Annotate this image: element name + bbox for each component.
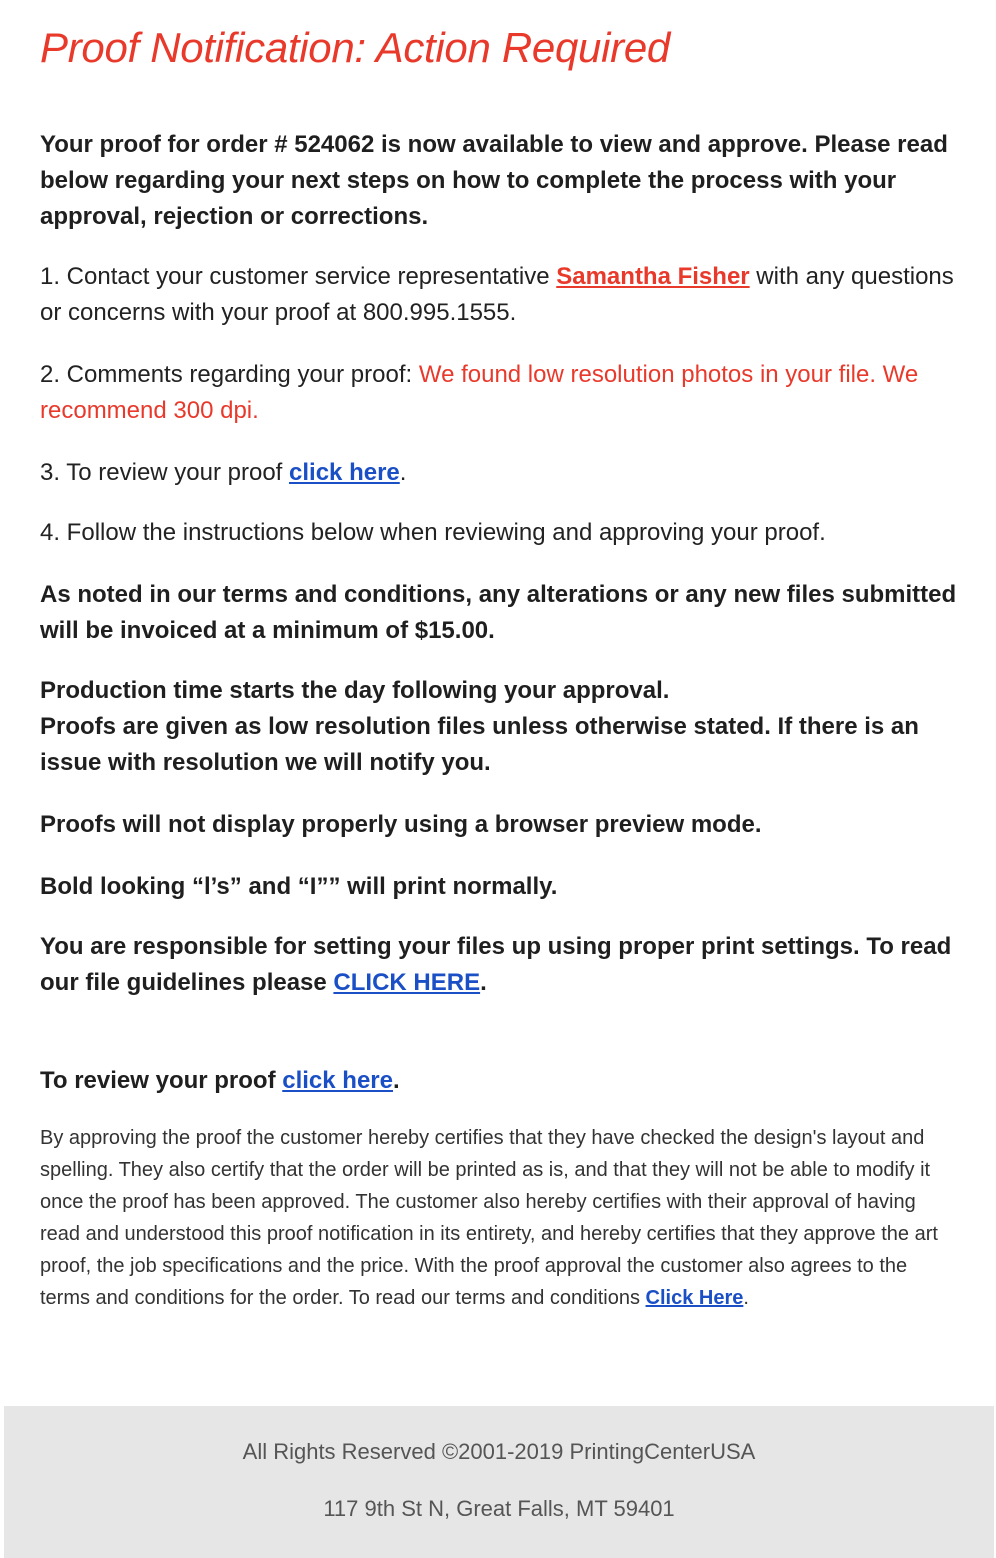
footer-address: 117 9th St N, Great Falls, MT 59401 — [323, 1496, 675, 1521]
guidelines-suffix: . — [480, 969, 487, 996]
review-proof-link-top[interactable]: click here — [289, 459, 400, 486]
disclaimer-suffix: . — [743, 1287, 749, 1309]
production-line-1: Production time starts the day following your approval. — [40, 677, 670, 704]
bold-looking-notice: Bold looking “l’s” and “I”” will print normally. — [40, 873, 558, 900]
step-3-suffix: . — [399, 459, 407, 486]
review-prefix: To review your proof — [40, 1067, 283, 1094]
guidelines-prefix: You are responsible for setting your files up using proper print settings. To read our file guidelines please — [40, 933, 952, 996]
step-4: 4. Follow the instructions below when reviewing and approving your proof. — [40, 519, 826, 546]
production-line-2: Proofs are given as low resolution files unless otherwise stated. If there is an issue with resolution we will notify you. — [40, 713, 919, 776]
step-2-prefix: 2. Comments regarding your proof: — [40, 361, 419, 388]
step-3-prefix: 3. To review your proof — [40, 459, 290, 486]
intro-paragraph: Your proof for order # 524062 is now available to view and approve. Please read below regarding your next steps on how to complete the process with your approval, rejection or corrections. — [40, 131, 948, 230]
footer-copyright: All Rights Reserved ©2001-2019 PrintingCenterUSA — [242, 1439, 756, 1464]
review-proof-link-bottom[interactable]: click here — [282, 1067, 393, 1094]
proof-comment: We found low resolution photos in your file. We recommend 300 dpi. — [40, 361, 919, 424]
production-notice — [40, 673, 960, 781]
terms-conditions-link[interactable]: Click Here — [645, 1287, 744, 1309]
page-title: Proof Notification: Action Required — [40, 24, 670, 71]
disclaimer-text: By approving the proof the customer hereby certifies that they have checked the design's layout and spelling. They also certify that the order will be printed as is, and that they will not be able to modify it once the proof has been approved. The customer also hereby certifies with their approval of having read and understood this proof notification in its entirety, and hereby certifies that they approve the art proof, the job specifications and the price. With the proof approval the customer also agrees to the terms and conditions for the order. To read our terms and conditions — [40, 1127, 938, 1309]
guidelines-notice — [40, 929, 960, 1001]
step-3 — [40, 455, 960, 491]
step-1-prefix: 1. Contact your customer service representative — [40, 263, 557, 290]
file-guidelines-link[interactable]: CLICK HERE — [333, 969, 481, 996]
step-1 — [40, 259, 960, 331]
browser-preview-notice: Proofs will not display properly using a browser preview mode. — [40, 811, 762, 838]
review-suffix: . — [393, 1067, 400, 1094]
step-1-suffix: with any questions or concerns with your proof at 800.995.1555. — [40, 263, 954, 326]
footer — [4, 1406, 994, 1558]
rep-name-link[interactable]: Samantha Fisher — [556, 263, 750, 290]
review-proof-line — [40, 1063, 960, 1099]
step-2 — [40, 357, 960, 429]
alterations-notice: As noted in our terms and conditions, any alterations or any new files submitted will be invoiced at a minimum of $15.00. — [40, 581, 957, 644]
approval-disclaimer — [40, 1122, 960, 1314]
